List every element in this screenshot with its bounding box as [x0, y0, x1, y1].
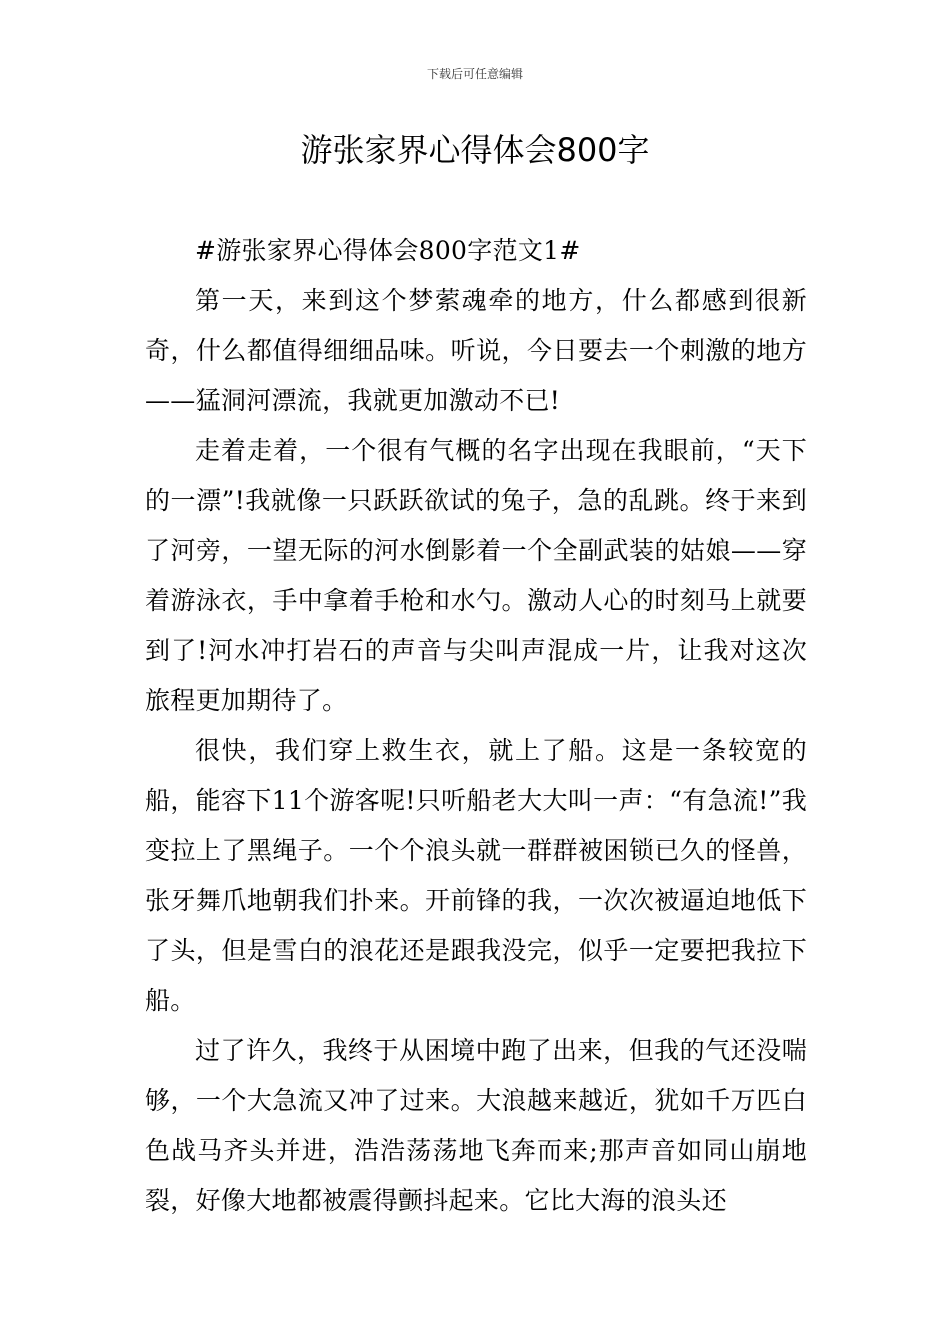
document-title: 游张家界心得体会800字 — [300, 131, 650, 169]
header-note: 下载后可任意编辑 — [426, 67, 523, 81]
paragraph: 很快，我们穿上救生衣，就上了船。这是一条较宽的船，能容下11个游客呢!只听船老大大叫一声：“有急流!”我变拉上了黑绳子。一个个浪头就一群群被困锁已久的怪兽，张牙舞爪地朝我们扑来。开前锋的我，一次次被逼迫地低下了头，但是雪白的浪花还是跟我没完，似乎一定要把我拉下船。 — [145, 736, 807, 1015]
document-body — [145, 226, 807, 1226]
paragraph: 第一天，来到这个梦萦魂牵的地方，什么都感到很新奇，什么都值得细细品味。听说，今日要去一个刺激的地方——猛洞河漂流，我就更加激动不已! — [145, 286, 807, 415]
section-heading: #游张家界心得体会800字范文1# — [195, 236, 581, 265]
paragraph: 走着走着，一个很有气概的名字出现在我眼前，“天下的一漂”!我就像一只跃跃欲试的兔子，急的乱跳。终于来到了河旁，一望无际的河水倒影着一个全副武装的姑娘——穿着游泳衣，手中拿着手枪和水勺。激动人心的时刻马上就要到了!河水冲打岩石的声音与尖叫声混成一片，让我对这次旅程更加期待了。 — [145, 436, 807, 715]
paragraph: 过了许久，我终于从困境中跑了出来，但我的气还没喘够，一个大急流又冲了过来。大浪越来越近，犹如千万匹白色战马齐头并进，浩浩荡荡地飞奔而来;那声音如同山崩地裂，好像大地都被震得颤抖起来。它比大海的浪头还 — [145, 1036, 807, 1215]
